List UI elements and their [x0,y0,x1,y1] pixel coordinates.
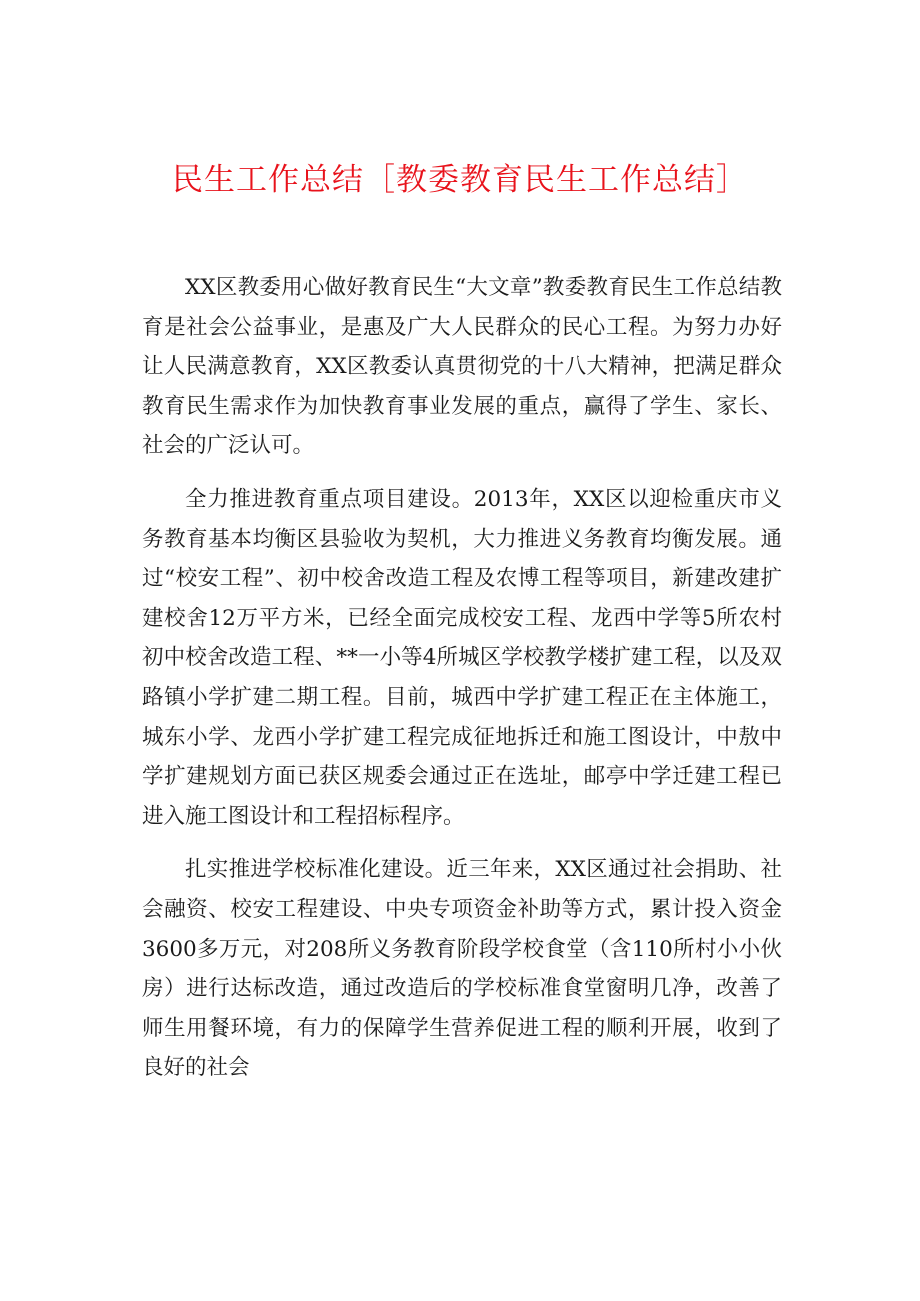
document-body [142,268,782,1102]
paragraph-key-projects: 全力推进教育重点项目建设。2013年，XX区以迎检重庆市义务教育基本均衡区县验收为契机，大力推进义务教育均衡发展。通过“校安工程”、初中校舍改造工程及农博工程等项目，新建改建扩建校舍12万平方米，已经全面完成校安工程、龙西中学等5所农村初中校舍改造工程、**一小等4所城区学校教学楼扩建工程，以及双路镇小学扩建二期工程。目前，城西中学扩建工程正在主体施工，城东小学、龙西小学扩建工程完成征地拆迁和施工图设计，中敖中学扩建规划方面已获区规委会通过正在选址，邮亭中学迁建工程已进入施工图设计和工程招标程序。 [142,486,782,829]
paragraph-intro: XX区教委用心做好教育民生“大文章”教委教育民生工作总结教育是社会公益事业，是惠及广大人民群众的民心工程。为努力办好让人民满意教育，XX区教委认真贯彻党的十八大精神，把满足群众教育民生需求作为加快教育事业发展的重点，赢得了学生、家长、社会的广泛认可。 [142,275,782,459]
paragraph-standardization: 扎实推进学校标准化建设。近三年来，XX区通过社会捐助、社会融资、校安工程建设、中央专项资金补助等方式，累计投入资金3600多万元，对208所义务教育阶段学校食堂（含110所村小小伙房）进行达标改造，通过改造后的学校标准食堂窗明几净，改善了师生用餐环境，有力的保障学生营养促进工程的顺利开展，收到了良好的社会 [142,857,782,1081]
document-title: 民生工作总结［教委教育民生工作总结］ [172,162,748,198]
